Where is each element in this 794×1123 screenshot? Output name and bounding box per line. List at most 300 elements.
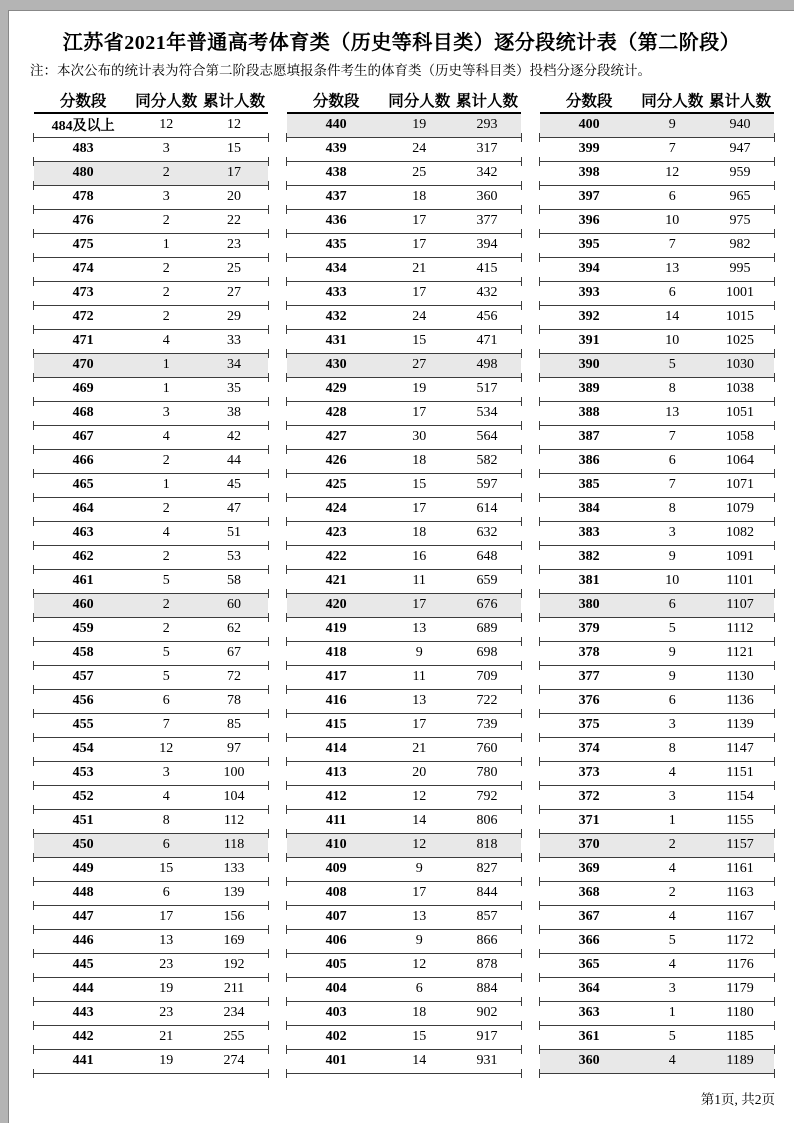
- table-row: [287, 306, 521, 330]
- table-row: [540, 882, 774, 906]
- cell-same-score-count: 8: [162, 813, 170, 829]
- table-row: [34, 858, 268, 882]
- cell-same-score-count: 5: [668, 1029, 676, 1045]
- cell-cumulative-count: 884: [476, 981, 498, 997]
- cell-cumulative-count: 255: [223, 1029, 245, 1045]
- cell-cumulative-count: 100: [223, 765, 245, 781]
- cell-same-score-count: 17: [412, 501, 427, 517]
- table-row: [287, 642, 521, 666]
- cell-same-score-count: 18: [412, 525, 427, 541]
- cell-cumulative-count: 1079: [726, 501, 755, 517]
- table-row: [540, 714, 774, 738]
- cell-same-score-count: 8: [668, 501, 676, 517]
- cell-score-range: 484及以上: [51, 119, 115, 135]
- cell-cumulative-count: 940: [729, 117, 751, 133]
- cell-cumulative-count: 1082: [726, 525, 755, 541]
- cell-cumulative-count: 112: [223, 813, 245, 829]
- cell-cumulative-count: 432: [476, 285, 498, 301]
- cell-score-range: 457: [72, 669, 94, 685]
- table-row: [34, 402, 268, 426]
- cell-cumulative-count: 709: [476, 669, 498, 685]
- cell-score-range: 382: [578, 549, 600, 565]
- table-row: [540, 378, 774, 402]
- table-row: [34, 330, 268, 354]
- cell-cumulative-count: 15: [227, 141, 242, 157]
- table-row: [540, 138, 774, 162]
- cell-score-range: 399: [578, 141, 600, 157]
- cell-cumulative-count: 471: [476, 333, 498, 349]
- table-row: [287, 114, 521, 138]
- cell-cumulative-count: 1025: [726, 333, 755, 349]
- table-row: [540, 498, 774, 522]
- cell-cumulative-count: 394: [476, 237, 498, 253]
- cell-cumulative-count: 1185: [726, 1029, 754, 1045]
- table-row: [540, 786, 774, 810]
- cell-same-score-count: 15: [159, 861, 174, 877]
- cell-score-range: 410: [325, 837, 347, 853]
- cell-score-range: 422: [325, 549, 347, 565]
- score-table-2: [287, 88, 521, 1074]
- table-row: [34, 450, 268, 474]
- cell-same-score-count: 4: [668, 765, 676, 781]
- cell-same-score-count: 6: [668, 285, 676, 301]
- cell-cumulative-count: 12: [227, 117, 242, 133]
- table-row: [540, 282, 774, 306]
- table-row: [287, 546, 521, 570]
- cell-score-range: 371: [578, 813, 600, 829]
- table-row: [540, 858, 774, 882]
- cell-same-score-count: 18: [412, 1005, 427, 1021]
- cell-cumulative-count: 1001: [726, 285, 755, 301]
- cell-same-score-count: 2: [668, 837, 676, 853]
- table-row: [287, 882, 521, 906]
- cell-score-range: 447: [72, 909, 94, 925]
- cell-same-score-count: 5: [162, 669, 170, 685]
- table-row: [34, 978, 268, 1002]
- table-row: [287, 402, 521, 426]
- cell-score-range: 467: [72, 429, 94, 445]
- cell-same-score-count: 5: [162, 573, 170, 589]
- cell-cumulative-count: 456: [476, 309, 498, 325]
- cell-cumulative-count: 34: [227, 357, 242, 373]
- cell-cumulative-count: 1130: [726, 669, 754, 685]
- cell-score-range: 409: [325, 861, 347, 877]
- cell-score-range: 378: [578, 645, 600, 661]
- cell-score-range: 472: [72, 309, 94, 325]
- cell-score-range: 418: [325, 645, 347, 661]
- table-row: [287, 1026, 521, 1050]
- table-row: [540, 978, 774, 1002]
- cell-score-range: 407: [325, 909, 347, 925]
- cell-cumulative-count: 17: [227, 165, 242, 181]
- cell-same-score-count: 15: [412, 333, 427, 349]
- table-row: [287, 930, 521, 954]
- table-row: [540, 762, 774, 786]
- cell-score-range: 444: [72, 981, 94, 997]
- cell-same-score-count: 4: [162, 429, 170, 445]
- table-row: [287, 474, 521, 498]
- table-row: [287, 666, 521, 690]
- cell-cumulative-count: 211: [223, 981, 245, 997]
- table-row: [287, 618, 521, 642]
- cell-cumulative-count: 975: [729, 213, 751, 229]
- cell-cumulative-count: 342: [476, 165, 498, 181]
- cell-same-score-count: 12: [159, 117, 174, 133]
- cell-cumulative-count: 1121: [726, 645, 754, 661]
- cell-same-score-count: 12: [159, 741, 174, 757]
- cell-same-score-count: 2: [162, 213, 170, 229]
- cell-score-range: 441: [72, 1053, 94, 1069]
- cell-same-score-count: 21: [412, 261, 427, 277]
- cell-score-range: 405: [325, 957, 347, 973]
- cell-score-range: 389: [578, 381, 600, 397]
- cell-score-range: 387: [578, 429, 600, 445]
- cell-score-range: 428: [325, 405, 347, 421]
- cell-score-range: 393: [578, 285, 600, 301]
- table-row: [34, 738, 268, 762]
- cell-score-range: 434: [325, 261, 347, 277]
- cell-cumulative-count: 632: [476, 525, 498, 541]
- table-row: [287, 834, 521, 858]
- cell-score-range: 483: [72, 141, 94, 157]
- cell-score-range: 427: [325, 429, 347, 445]
- table-row: [287, 786, 521, 810]
- table-row: [287, 258, 521, 282]
- table-row: [34, 642, 268, 666]
- cell-score-range: 464: [72, 501, 94, 517]
- table-body: [540, 114, 774, 1074]
- table-row: [540, 162, 774, 186]
- cell-same-score-count: 13: [665, 405, 680, 421]
- table-row: [287, 1050, 521, 1074]
- cell-cumulative-count: 1101: [726, 573, 754, 589]
- table-row: [287, 570, 521, 594]
- header-cumulative-count: 累计人数: [203, 92, 266, 110]
- cell-score-range: 375: [578, 717, 600, 733]
- table-row: [34, 666, 268, 690]
- page-number: 第1页, 共2页: [700, 1092, 775, 1107]
- cell-cumulative-count: 827: [476, 861, 498, 877]
- table-row: [287, 738, 521, 762]
- cell-cumulative-count: 1157: [726, 837, 754, 853]
- cell-cumulative-count: 169: [223, 933, 245, 949]
- cell-cumulative-count: 293: [476, 117, 498, 133]
- cell-score-range: 381: [578, 573, 600, 589]
- cell-same-score-count: 19: [412, 117, 427, 133]
- cell-same-score-count: 8: [668, 741, 676, 757]
- cell-same-score-count: 17: [412, 405, 427, 421]
- cell-score-range: 425: [325, 477, 347, 493]
- cell-cumulative-count: 27: [227, 285, 242, 301]
- cell-cumulative-count: 965: [729, 189, 751, 205]
- cell-score-range: 377: [578, 669, 600, 685]
- cell-score-range: 368: [578, 885, 600, 901]
- cell-cumulative-count: 97: [227, 741, 242, 757]
- cell-score-range: 367: [578, 909, 600, 925]
- table-row: [540, 666, 774, 690]
- cell-score-range: 385: [578, 477, 600, 493]
- table-row: [287, 186, 521, 210]
- cell-cumulative-count: 1180: [726, 1005, 754, 1021]
- table-header: [34, 88, 268, 114]
- cell-same-score-count: 18: [412, 189, 427, 205]
- cell-cumulative-count: 1147: [726, 741, 754, 757]
- cell-same-score-count: 6: [668, 453, 676, 469]
- table-row: [34, 522, 268, 546]
- cell-same-score-count: 4: [668, 1053, 676, 1069]
- cell-cumulative-count: 118: [223, 837, 245, 853]
- cell-cumulative-count: 35: [227, 381, 242, 397]
- cell-cumulative-count: 20: [227, 189, 242, 205]
- table-row: [540, 618, 774, 642]
- cell-score-range: 394: [578, 261, 600, 277]
- cell-cumulative-count: 676: [476, 597, 498, 613]
- cell-score-range: 404: [325, 981, 347, 997]
- cell-same-score-count: 2: [162, 621, 170, 637]
- table-row: [287, 762, 521, 786]
- table-header: [287, 88, 521, 114]
- cell-cumulative-count: 60: [227, 597, 242, 613]
- cell-score-range: 419: [325, 621, 347, 637]
- table-row: [540, 474, 774, 498]
- table-row: [287, 234, 521, 258]
- cell-same-score-count: 3: [668, 717, 676, 733]
- cell-cumulative-count: 1091: [726, 549, 755, 565]
- cell-cumulative-count: 698: [476, 645, 498, 661]
- cell-score-range: 402: [325, 1029, 347, 1045]
- cell-cumulative-count: 1167: [726, 909, 754, 925]
- cell-same-score-count: 19: [412, 381, 427, 397]
- cell-same-score-count: 17: [412, 213, 427, 229]
- cell-cumulative-count: 22: [227, 213, 242, 229]
- table-row: [34, 426, 268, 450]
- cell-cumulative-count: 192: [223, 957, 245, 973]
- cell-same-score-count: 10: [665, 213, 680, 229]
- cell-score-range: 372: [578, 789, 600, 805]
- table-row: [287, 426, 521, 450]
- table-row: [540, 930, 774, 954]
- table-row: [540, 234, 774, 258]
- cell-score-range: 438: [325, 165, 347, 181]
- cell-score-range: 361: [578, 1029, 600, 1045]
- cell-same-score-count: 6: [668, 693, 676, 709]
- cell-same-score-count: 21: [159, 1029, 174, 1045]
- table-row: [287, 378, 521, 402]
- table-row: [540, 354, 774, 378]
- cell-score-range: 461: [72, 573, 94, 589]
- cell-cumulative-count: 139: [223, 885, 245, 901]
- cell-same-score-count: 14: [665, 309, 680, 325]
- cell-cumulative-count: 78: [227, 693, 242, 709]
- cell-cumulative-count: 857: [476, 909, 498, 925]
- cell-cumulative-count: 780: [476, 765, 498, 781]
- table-row: [287, 282, 521, 306]
- cell-same-score-count: 6: [162, 885, 170, 901]
- cell-cumulative-count: 44: [227, 453, 242, 469]
- cell-cumulative-count: 931: [476, 1053, 498, 1069]
- cell-cumulative-count: 806: [476, 813, 498, 829]
- cell-same-score-count: 1: [668, 813, 676, 829]
- cell-cumulative-count: 33: [227, 333, 242, 349]
- header-cumulative-count: 累计人数: [709, 92, 772, 110]
- cell-same-score-count: 7: [668, 141, 676, 157]
- cell-cumulative-count: 1154: [726, 789, 754, 805]
- cell-score-range: 360: [578, 1053, 600, 1069]
- cell-cumulative-count: 1151: [726, 765, 754, 781]
- cell-cumulative-count: 659: [476, 573, 498, 589]
- cell-cumulative-count: 1155: [726, 813, 754, 829]
- table-row: [34, 162, 268, 186]
- table-row: [34, 954, 268, 978]
- table-row: [540, 210, 774, 234]
- cell-same-score-count: 12: [665, 165, 680, 181]
- cell-score-range: 448: [72, 885, 94, 901]
- cell-cumulative-count: 818: [476, 837, 498, 853]
- cell-score-range: 476: [72, 213, 94, 229]
- cell-same-score-count: 9: [415, 645, 423, 661]
- cell-cumulative-count: 317: [476, 141, 498, 157]
- cell-cumulative-count: 1038: [726, 381, 755, 397]
- table-row: [287, 906, 521, 930]
- table-row: [287, 594, 521, 618]
- cell-score-range: 416: [325, 693, 347, 709]
- cell-same-score-count: 3: [162, 189, 170, 205]
- cell-same-score-count: 7: [162, 717, 170, 733]
- table-row: [287, 810, 521, 834]
- cell-same-score-count: 5: [668, 933, 676, 949]
- cell-score-range: 474: [72, 261, 94, 277]
- cell-cumulative-count: 902: [476, 1005, 498, 1021]
- table-row: [34, 282, 268, 306]
- cell-score-range: 452: [72, 789, 94, 805]
- cell-same-score-count: 14: [412, 813, 427, 829]
- cell-same-score-count: 13: [159, 933, 174, 949]
- cell-score-range: 431: [325, 333, 347, 349]
- table-row: [34, 906, 268, 930]
- score-table-3: [540, 88, 774, 1074]
- table-row: [540, 690, 774, 714]
- cell-same-score-count: 19: [159, 1053, 174, 1069]
- cell-cumulative-count: 1064: [726, 453, 755, 469]
- cell-cumulative-count: 1015: [726, 309, 755, 325]
- cell-score-range: 417: [325, 669, 347, 685]
- cell-score-range: 471: [72, 333, 94, 349]
- cell-same-score-count: 6: [668, 597, 676, 613]
- cell-score-range: 456: [72, 693, 94, 709]
- cell-score-range: 469: [72, 381, 94, 397]
- cell-same-score-count: 4: [162, 333, 170, 349]
- cell-cumulative-count: 995: [729, 261, 751, 277]
- cell-same-score-count: 2: [162, 165, 170, 181]
- cell-cumulative-count: 959: [729, 165, 751, 181]
- table-row: [540, 450, 774, 474]
- cell-cumulative-count: 1136: [726, 693, 754, 709]
- cell-same-score-count: 2: [162, 501, 170, 517]
- table-row: [540, 426, 774, 450]
- table-row: [540, 642, 774, 666]
- cell-cumulative-count: 1161: [726, 861, 754, 877]
- cell-same-score-count: 10: [665, 333, 680, 349]
- table-row: [34, 210, 268, 234]
- table-row: [540, 306, 774, 330]
- cell-cumulative-count: 792: [476, 789, 498, 805]
- cell-cumulative-count: 53: [227, 549, 242, 565]
- cell-cumulative-count: 25: [227, 261, 242, 277]
- cell-same-score-count: 12: [412, 837, 427, 853]
- cell-same-score-count: 7: [668, 237, 676, 253]
- table-row: [34, 594, 268, 618]
- cell-same-score-count: 9: [668, 669, 676, 685]
- cell-score-range: 443: [72, 1005, 94, 1021]
- cell-score-range: 388: [578, 405, 600, 421]
- cell-same-score-count: 4: [162, 525, 170, 541]
- cell-cumulative-count: 1112: [726, 621, 754, 637]
- cell-cumulative-count: 866: [476, 933, 498, 949]
- cell-score-range: 396: [578, 213, 600, 229]
- table-row: [540, 330, 774, 354]
- cell-score-range: 424: [325, 501, 347, 517]
- cell-same-score-count: 9: [668, 645, 676, 661]
- table-row: [540, 546, 774, 570]
- cell-same-score-count: 5: [668, 357, 676, 373]
- cell-score-range: 397: [578, 189, 600, 205]
- cell-cumulative-count: 1071: [726, 477, 755, 493]
- cell-cumulative-count: 722: [476, 693, 498, 709]
- cell-cumulative-count: 760: [476, 741, 498, 757]
- cell-cumulative-count: 274: [223, 1053, 245, 1069]
- table-row: [287, 954, 521, 978]
- table-row: [540, 114, 774, 138]
- table-row: [287, 858, 521, 882]
- cell-same-score-count: 7: [668, 429, 676, 445]
- cell-same-score-count: 2: [162, 261, 170, 277]
- table-row: [34, 498, 268, 522]
- cell-score-range: 439: [325, 141, 347, 157]
- table-row: [34, 810, 268, 834]
- header-cumulative-count: 累计人数: [456, 92, 519, 110]
- cell-same-score-count: 20: [412, 765, 427, 781]
- cell-cumulative-count: 72: [227, 669, 242, 685]
- cell-score-range: 465: [72, 477, 94, 493]
- cell-score-range: 433: [325, 285, 347, 301]
- cell-score-range: 400: [578, 117, 600, 133]
- cell-score-range: 413: [325, 765, 347, 781]
- cell-same-score-count: 24: [412, 141, 427, 157]
- cell-same-score-count: 6: [162, 837, 170, 853]
- cell-cumulative-count: 1051: [726, 405, 755, 421]
- table-row: [34, 1026, 268, 1050]
- cell-cumulative-count: 156: [223, 909, 245, 925]
- cell-cumulative-count: 38: [227, 405, 242, 421]
- header-score-range: 分数段: [565, 92, 613, 110]
- cell-score-range: 364: [578, 981, 600, 997]
- header-score-range: 分数段: [59, 92, 107, 110]
- cell-cumulative-count: 648: [476, 549, 498, 565]
- table-row: [540, 186, 774, 210]
- cell-score-range: 420: [325, 597, 347, 613]
- cell-same-score-count: 9: [415, 933, 423, 949]
- cell-same-score-count: 13: [412, 909, 427, 925]
- cell-score-range: 437: [325, 189, 347, 205]
- cell-same-score-count: 2: [162, 597, 170, 613]
- table-row: [287, 354, 521, 378]
- cell-score-range: 462: [72, 549, 94, 565]
- table-row: [34, 234, 268, 258]
- cell-same-score-count: 3: [668, 789, 676, 805]
- cell-same-score-count: 17: [412, 885, 427, 901]
- cell-same-score-count: 11: [412, 573, 426, 589]
- table-row: [287, 138, 521, 162]
